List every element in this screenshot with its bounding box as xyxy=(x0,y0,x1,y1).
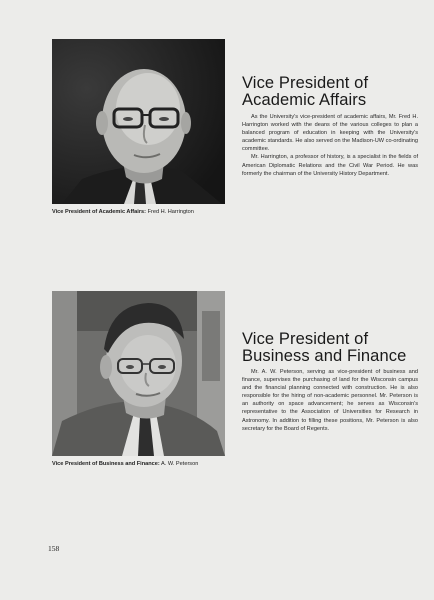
caption-role: Vice President of Academic Affairs: xyxy=(52,209,146,215)
heading-line: Academic Affairs xyxy=(242,91,367,109)
section-heading xyxy=(242,331,406,365)
heading-line: Vice President of xyxy=(242,330,369,348)
paragraph: Mr. A. W. Peterson, serving as vice-president of business and finance, supervises the purchasing of land for the Wisconsin campus and the financial planning connected with construction. He is also responsible for the hiring of non-academic personnel. Mr. Peterson is an authority on space advancement; he serves as Wisconsin's representative to the Association of Universities for Research in Astronomy. In addition to filling these positions, Mr. Peterson is also secretary for the Board of Regents. xyxy=(242,369,418,432)
portrait-image xyxy=(52,39,225,204)
section-heading xyxy=(242,75,368,109)
portrait-photo-peterson xyxy=(52,291,225,456)
paragraph: As the University's vice-president of academic affairs, Mr. Fred H. Harrington worked with the deans of the various colleges to plan a balanced program of education in keeping with the University's academic standards. He also served on the Madison-UW co-ordinating committee. xyxy=(242,114,418,153)
portrait-photo-harrington xyxy=(52,39,225,204)
photo-caption xyxy=(52,209,194,216)
page-number: 158 xyxy=(48,544,60,553)
caption-role: Vice President of Business and Finance: xyxy=(52,461,160,467)
heading-line: Business and Finance xyxy=(242,347,407,365)
caption-name: Fred H. Harrington xyxy=(147,209,194,215)
caption-name: A. W. Peterson xyxy=(161,461,199,467)
portrait-image xyxy=(52,291,225,456)
section-body xyxy=(242,368,418,433)
paragraph: Mr. Harrington, a professor of history, is a specialist in the fields of American Diplomatic Relations and the Civil War Period. He was formerly the chairman of the University History Department. xyxy=(242,154,418,177)
heading-line: Vice President of xyxy=(242,74,369,92)
photo-caption xyxy=(52,461,198,468)
section-body xyxy=(242,113,418,178)
